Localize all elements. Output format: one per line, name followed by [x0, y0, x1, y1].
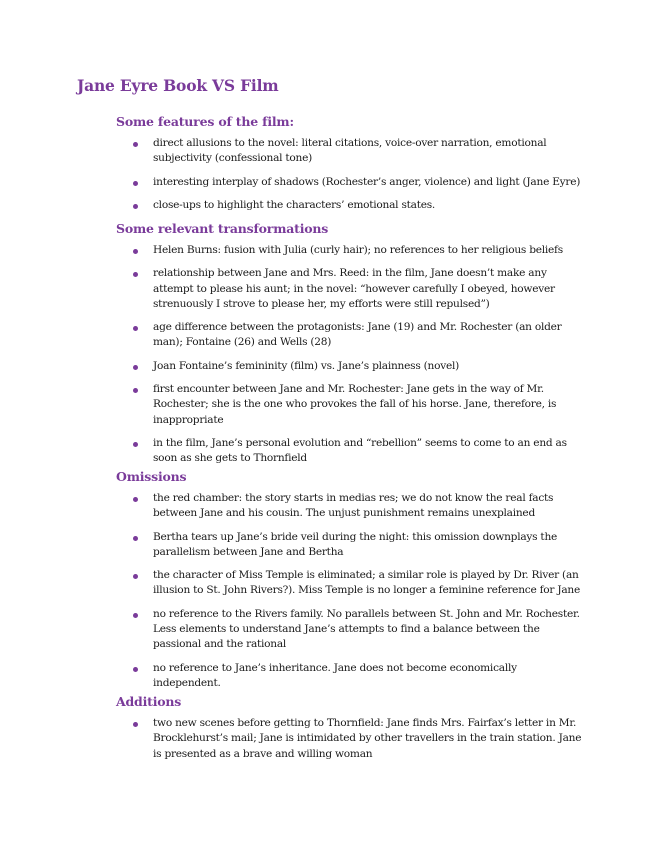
list-item	[116, 661, 586, 692]
section-additions	[116, 694, 586, 770]
bullet-icon	[133, 204, 138, 209]
bullet-list	[116, 716, 586, 762]
list-item-text: Joan Fontaine’s femininity (film) vs. Jane’s plainness (novel)	[153, 359, 459, 372]
bullet-list	[116, 243, 586, 467]
list-item	[116, 266, 586, 312]
list-item-text: Bertha tears up Jane’s bride veil during the night: this omission downplays the parallelism between Jane and Bertha	[153, 530, 558, 558]
list-item-text: Helen Burns: fusion with Julia (curly hair); no references to her religious beliefs	[153, 244, 563, 256]
section-heading: Some relevant transformations	[116, 221, 329, 236]
section-heading: Omissions	[116, 469, 187, 484]
list-item	[116, 530, 586, 561]
bullet-icon	[133, 142, 138, 147]
list-item	[116, 568, 586, 599]
list-item-text: two new scenes before getting to Thornfield: Jane finds Mrs. Fairfax’s letter in Mr. Brocklehurst’s mail; Jane is intimidated by other travellers in the train station. Jane is presented as a brave and willing woman	[153, 717, 582, 760]
list-item	[116, 436, 586, 467]
list-item	[116, 198, 586, 213]
list-item	[116, 243, 586, 258]
bullet-icon	[133, 365, 138, 370]
list-item-text: first encounter between Jane and Mr. Rochester: Jane gets in the way of Mr. Rochester; she is the one who provokes the fall of his horse. Jane, therefore, is inappropriate	[153, 383, 557, 426]
list-item-text: relationship between Jane and Mrs. Reed: in the film, Jane doesn’t make any attempt to please his aunt; in the novel: “however carefully I obeyed, however strenuously I strove to please her, my efforts were still repulsed”)	[153, 267, 555, 310]
list-item-text: age difference between the protagonists: Jane (19) and Mr. Rochester (an older man); Fontaine (26) and Wells (28)	[153, 321, 562, 349]
bullet-icon	[133, 722, 138, 727]
list-item	[116, 175, 586, 190]
list-item	[116, 607, 586, 653]
bullet-icon	[133, 326, 138, 331]
section-heading: Additions	[116, 694, 182, 709]
list-item	[116, 320, 586, 351]
list-item	[116, 716, 586, 762]
bullet-list	[116, 136, 586, 213]
list-item-text: the red chamber: the story starts in medias res; we do not know the real facts between Jane and his cousin. The unjust punishment remains unexplained	[153, 492, 554, 520]
bullet-icon	[133, 388, 138, 393]
list-item-text: close-ups to highlight the characters’ emotional states.	[153, 198, 436, 211]
list-item-text: no reference to Jane’s inheritance. Jane does not become economically independent.	[153, 661, 517, 689]
bullet-icon	[133, 181, 138, 186]
section-transformations	[116, 221, 586, 475]
bullet-icon	[133, 497, 138, 502]
bullet-icon	[133, 272, 138, 277]
bullet-list	[116, 491, 586, 691]
document-title: Jane Eyre Book VS Film	[77, 76, 279, 95]
list-item	[116, 382, 586, 428]
bullet-icon	[133, 442, 138, 447]
list-item-text: direct allusions to the novel: literal citations, voice-over narration, emotional subjectivity (confessional tone)	[153, 137, 547, 165]
list-item-text: the character of Miss Temple is eliminated; a similar role is played by Dr. River (an illusion to St. John Rivers?). Miss Temple is no longer a feminine reference for Jane	[153, 569, 580, 597]
list-item	[116, 136, 586, 167]
section-omissions	[116, 469, 586, 699]
bullet-icon	[133, 249, 138, 254]
bullet-icon	[133, 536, 138, 541]
section-film-features	[116, 114, 586, 221]
bullet-icon	[133, 613, 138, 618]
list-item-text: in the film, Jane’s personal evolution and “rebellion” seems to come to an end as soon as she gets to Thornfield	[153, 436, 567, 465]
list-item	[116, 359, 586, 374]
section-heading: Some features of the film:	[116, 114, 294, 129]
list-item	[116, 491, 586, 522]
bullet-icon	[133, 574, 138, 579]
list-item-text: interesting interplay of shadows (Rochester’s anger, violence) and light (Jane Eyre)	[153, 175, 581, 188]
bullet-icon	[133, 667, 138, 672]
list-item-text: no reference to the Rivers family. No parallels between St. John and Mr. Rochester. Less elements to understand Jane’s attempts to find a balance between the passional and the rational	[153, 607, 580, 651]
